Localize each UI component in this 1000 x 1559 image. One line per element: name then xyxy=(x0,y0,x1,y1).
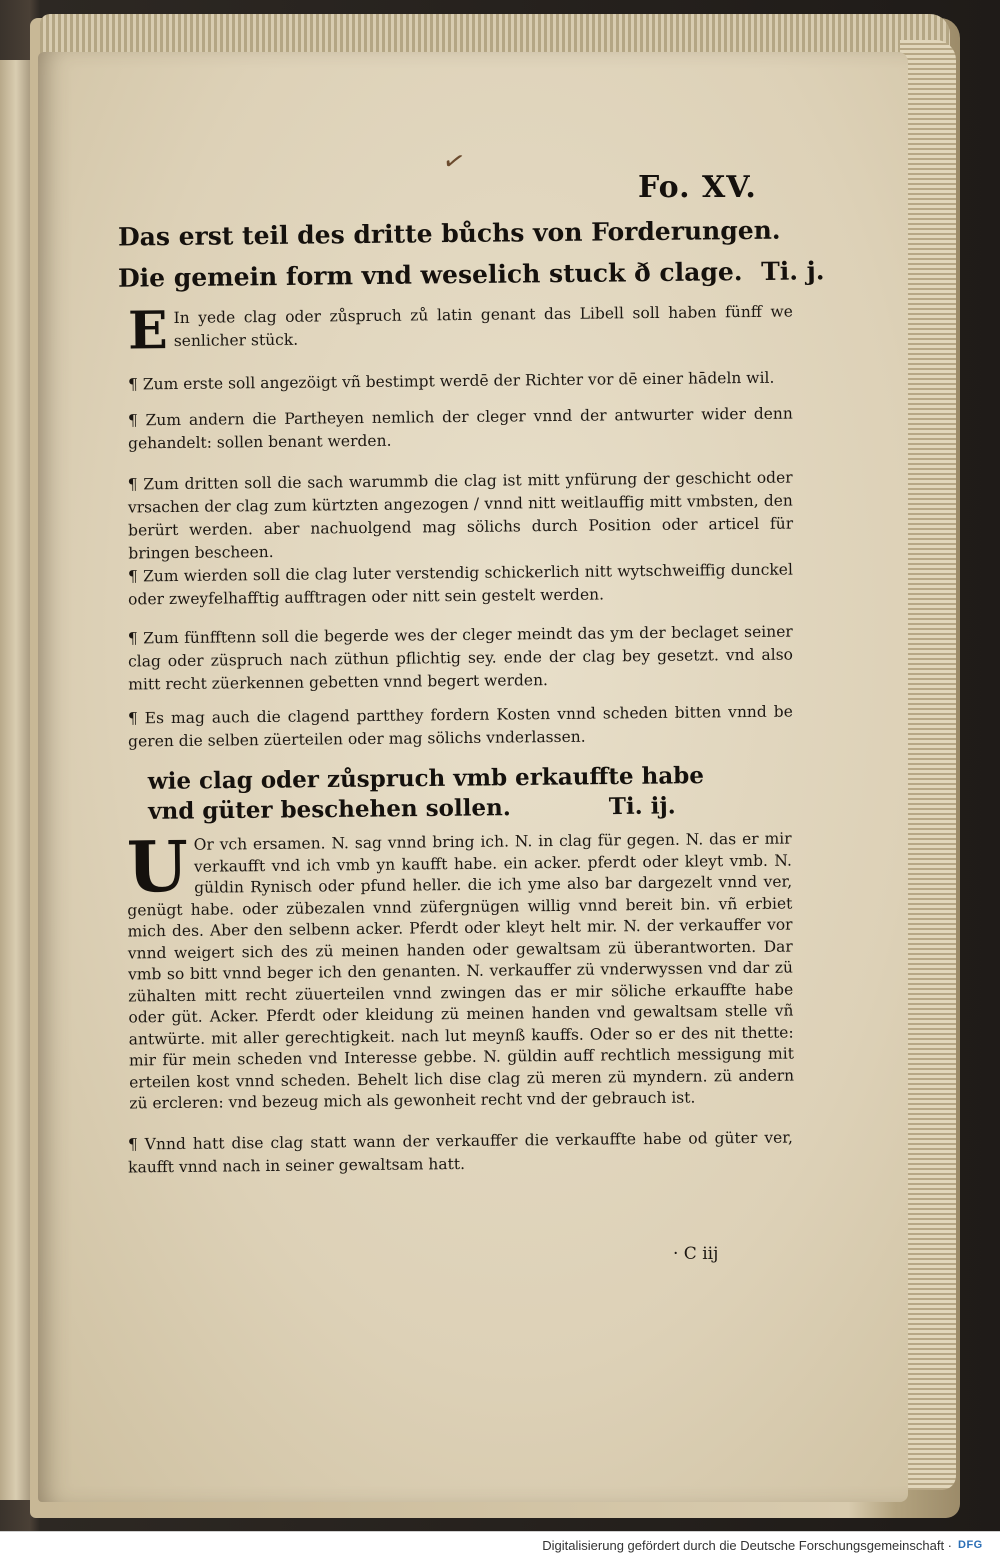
page-edges-side xyxy=(900,40,956,1490)
paragraph-1-text: In yede clag oder zůspruch zů latin genant das Libell soll haben fünff we senlicher stück. xyxy=(173,302,793,351)
paragraph-7: ¶ Es mag auch die clagend partthey fordern Kosten vnnd scheden bitten vnnd be geren die selben züerteilen oder mag sölichs vnderlassen. xyxy=(127,702,793,751)
paragraph-1 xyxy=(127,300,793,362)
funding-credit: Digitalisierung gefördert durch die Deutsche Forschungsgemeinschaft · xyxy=(542,1538,952,1553)
dfg-logo: DFG xyxy=(958,1539,983,1551)
section-number-1: Ti. j. xyxy=(761,256,825,286)
drop-initial-e: E xyxy=(127,300,168,362)
paragraph-6: ¶ Zum fünfftenn soll die begerde wes der cleger meindt das ym der beclaget seiner clag oder züspruch nach züthun pflichtig sey. ende der clag bey gesetzt. vnd also mitt recht züerkennen gebetten vnnd begert werden. xyxy=(127,622,794,694)
paragraph-5: ¶ Zum wierden soll die clag luter verstendig schickerlich nitt wytschweiffig dunckel oder zweyfelhafftig aufftragen oder nitt sein gestelt werden. xyxy=(127,560,793,609)
page-edges-top xyxy=(40,14,950,56)
paragraph-2: ¶ Zum erste soll angezöigt vñ bestimpt werdē der Richter vor dē einer hādeln wil. xyxy=(127,368,775,394)
footer-bar xyxy=(0,1531,1000,1559)
section-heading-2-line2: vnd güter beschehen sollen. Ti. ij. xyxy=(148,792,676,825)
section-heading-1-text: Die gemein form vnd weselich stuck ð clage. xyxy=(117,257,743,293)
paragraph-8-text: Or vch ersamen. N. sag vnnd bring ich. N. in clag für gegen. N. das er mir verkaufft vnd ich vmb yn kaufft habe. ein acker. pferdt oder kleyt vmb. N. güldin Rynisch oder pfund heller. die ich yme also bar dargezelt vnnd ver, genügt habe. oder zübezalen vnnd züfergnügen willig vnnd bereit bin. vñ erbiet mich des. Aber den selbenn acker. Pferdt oder kleyt helt mir. N. der verkauffer vor vnnd weigert sich des zü meinen handen oder gewaltsam zü überantworten. Dar vmb so bitt vnnd beger ich den genanten. N. verkauffer zü vnderwyssen vnd dar zü zühalten mitt recht züuerteilen vnnd zwingen das er mir söliche erkauffte habe oder güt. Acker. Pferdt oder kleidung zü meinen handen vnd gewaltsam stelle vñ antwürte. mit aller gerechtigkeit. nach lut meynß kauffs. Oder so er des nit thette: mir für mein scheden vnd Interesse gebbe. N. güldin auff rechtlich messigung mit erteilen kost vnnd scheden. Behelt lich dise clag zü meren zü myndern. zü andern zü ercleren: vnd bezeug mich als gewonheit recht vnd der gebrauch ist. xyxy=(127,829,795,1113)
drop-initial-u: U xyxy=(126,824,189,909)
paragraph-8 xyxy=(126,824,795,1115)
section-number-2: Ti. ij. xyxy=(608,792,676,821)
book-title: Das erst teil des dritte bůchs von Forderungen. xyxy=(117,215,781,252)
handwritten-mark: ✓ xyxy=(439,144,469,180)
paragraph-3: ¶ Zum andern die Partheyen nemlich der cleger vnnd der antwurter wider denn gehandelt: sollen benant werden. xyxy=(127,404,793,453)
section-heading-1 xyxy=(118,256,825,292)
folio-number: Fo. XV. xyxy=(638,170,757,205)
paragraph-4: ¶ Zum dritten soll die sach warummb die clag ist mitt ynfürung der geschicht oder vrsachen der clag zum kürtzten angezogen / vnnd nitt weitlauffig mitt vmbsten, den berürt werden. aber nachuolgend mag sölichs durch Position oder articel für bringen bescheen. xyxy=(127,468,794,563)
section-heading-2-line1: wie clag oder zůspruch vmb erkauffte habe xyxy=(147,762,705,795)
signature-mark: · C iij xyxy=(673,1244,719,1264)
section-heading-2 xyxy=(148,761,705,827)
book-page xyxy=(38,52,908,1502)
paragraph-9: ¶ Vnnd hatt dise clag statt wann der verkauffer die verkauffte habe od güter ver, kaufft vnnd nach in seiner gewaltsam hatt. xyxy=(127,1128,793,1177)
